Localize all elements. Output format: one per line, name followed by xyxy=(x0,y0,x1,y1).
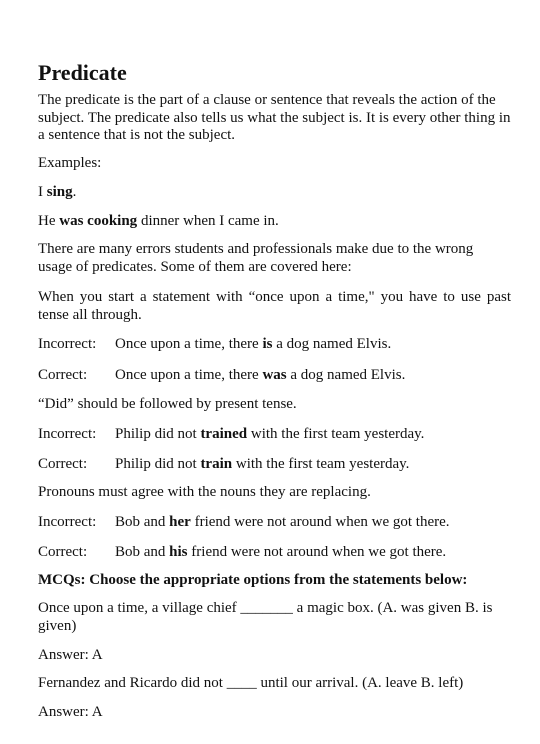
rule-3-correct-row: Correct: Bob and his friend were not around when we got there. xyxy=(38,544,447,560)
rule-2-intro: “Did” should be followed by present tense. xyxy=(38,396,297,412)
correct-label: Correct: xyxy=(38,544,88,560)
example-sentence-1: I sing. xyxy=(38,184,77,200)
incorrect-label: Incorrect: xyxy=(38,514,97,530)
rule-1-incorrect-row: Incorrect: Once upon a time, there is a dog named Elvis. xyxy=(38,336,392,352)
errors-intro-paragraph: There are many errors students and professionals make due to the wrong usage of predicates. Some of them are covered here: xyxy=(38,241,474,275)
predicate-highlight: sing xyxy=(46,184,73,200)
page-title: Predicate xyxy=(38,60,127,85)
examples-heading: Examples: xyxy=(38,155,102,171)
rule-2-incorrect-row: Incorrect: Philip did not trained with the first team yesterday. xyxy=(38,426,425,442)
rule-1-intro: When you start a statement with “once upon a time," you have to use past tense all through. xyxy=(38,289,511,323)
mcq-question-2: Fernandez and Ricardo did not ____ until our arrival. (A. leave B. left) xyxy=(38,675,464,691)
rule-2-correct-row: Correct: Philip did not train with the first team yesterday. xyxy=(38,456,410,472)
mcq-answer-2: Answer: A xyxy=(38,704,103,720)
incorrect-label: Incorrect: xyxy=(38,336,97,352)
intro-paragraph: The predicate is the part of a clause or sentence that reveals the action of the subject. The predicate also tells us what the subject is. It is every other thing in a sentence that is not the subject. xyxy=(38,92,511,143)
mcq-heading: MCQs: Choose the appropriate options from the statements below: xyxy=(38,572,468,588)
predicate-highlight: was cooking xyxy=(59,213,138,229)
rule-1-correct-row: Correct: Once upon a time, there was a dog named Elvis. xyxy=(38,367,406,383)
example-sentence-2: He was cooking dinner when I came in. xyxy=(38,213,279,229)
incorrect-label: Incorrect: xyxy=(38,426,97,442)
rule-3-intro: Pronouns must agree with the nouns they are replacing. xyxy=(38,484,371,500)
rule-3-incorrect-row: Incorrect: Bob and her friend were not around when we got there. xyxy=(38,514,450,530)
mcq-answer-1: Answer: A xyxy=(38,647,103,663)
correct-label: Correct: xyxy=(38,367,88,383)
mcq-question-1: Once upon a time, a village chief _______ a magic box. (A. was given B. is given) xyxy=(38,600,493,634)
correct-label: Correct: xyxy=(38,456,88,472)
